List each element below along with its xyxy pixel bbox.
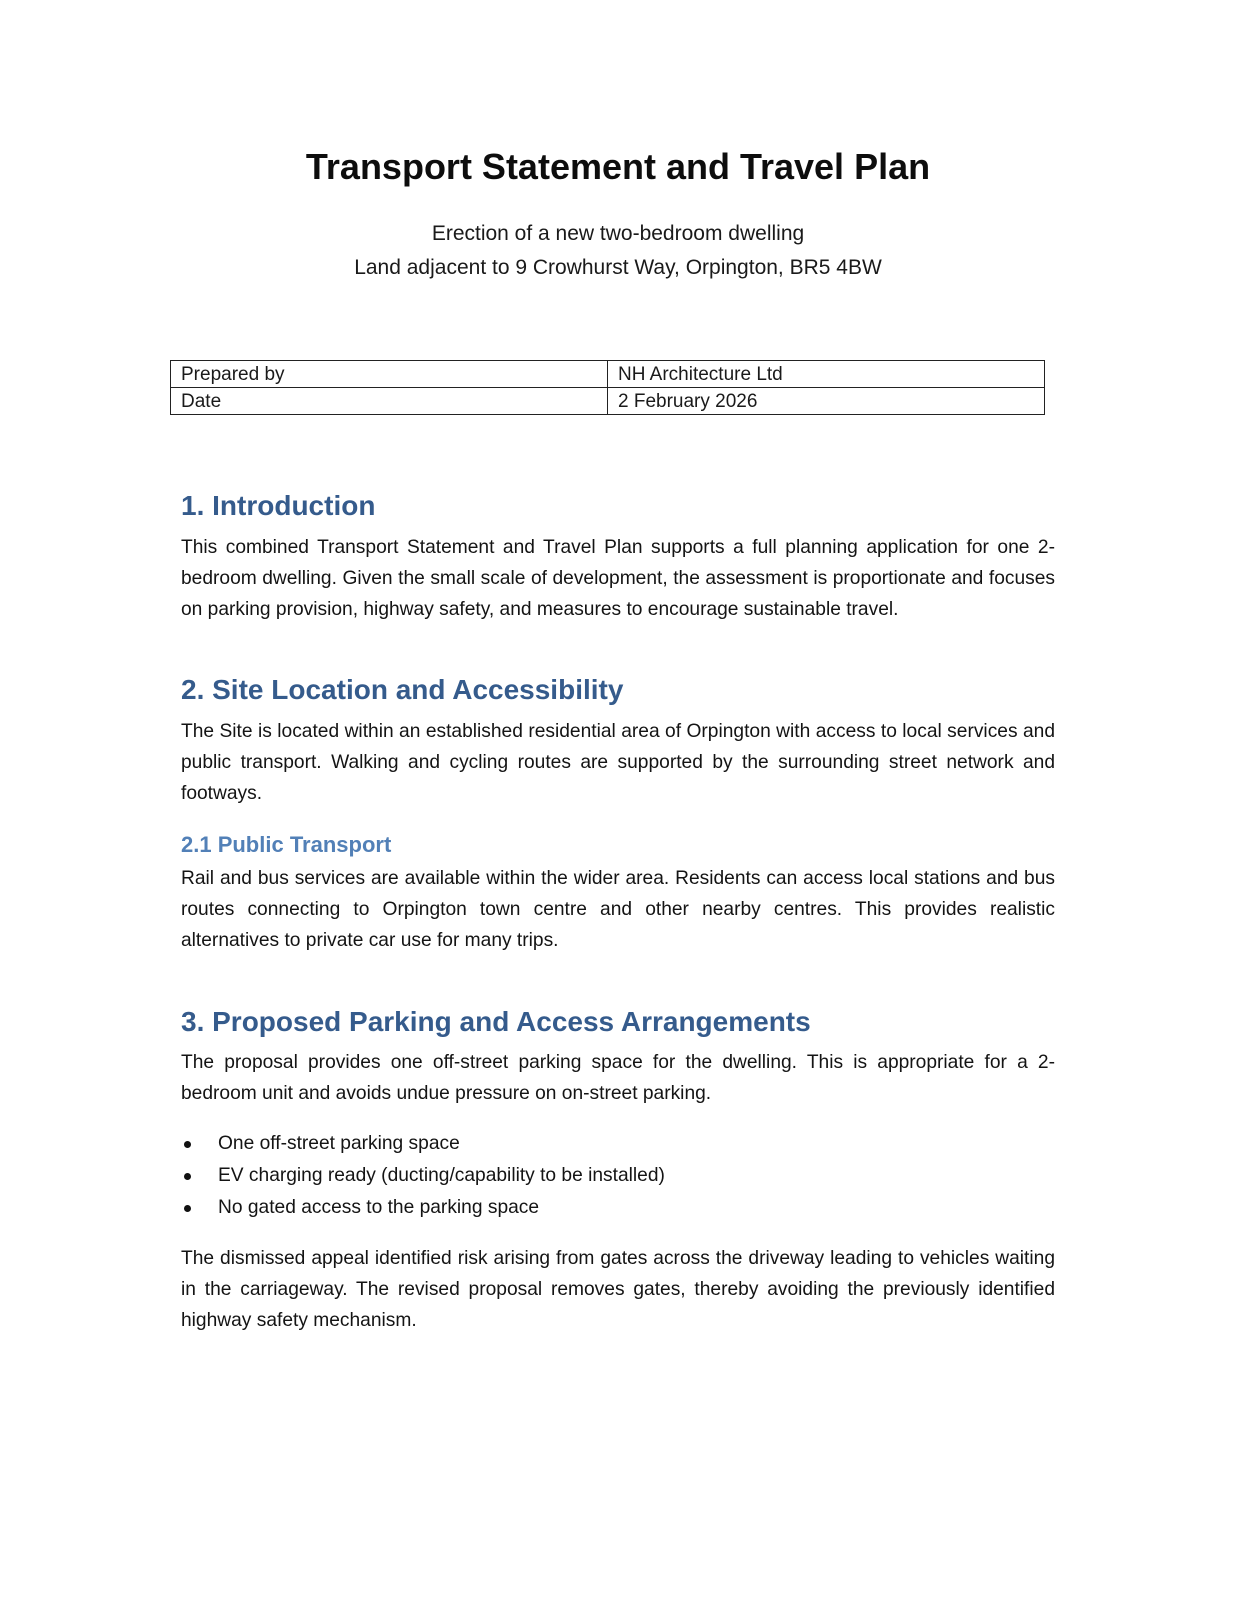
paragraph-parking: The proposal provides one off-street parking space for the dwelling. This is appropriate for a 2-bedroom unit and avoids undue pressure on on-street parking.: [181, 1052, 1055, 1104]
heading-parking: 3. Proposed Parking and Access Arrangements: [181, 1006, 811, 1037]
bullet-icon: [184, 1141, 191, 1148]
paragraph-parking-closing: The dismissed appeal identified risk arising from gates across the driveway leading to vehicles waiting in the carriageway. The revised proposal removes gates, thereby avoiding the previously identified highway safety mechanism.: [181, 1248, 1055, 1331]
list-item: [181, 1128, 1055, 1160]
document-meta-table: [170, 360, 1045, 415]
document-title: Transport Statement and Travel Plan: [305, 146, 931, 187]
bullet-icon: [184, 1173, 191, 1180]
list-item-text: No gated access to the parking space: [218, 1197, 540, 1218]
meta-value: NH Architecture Ltd: [608, 361, 1045, 388]
meta-label: Date: [171, 388, 608, 415]
heading-introduction: 1. Introduction: [181, 490, 376, 521]
meta-row-date: [171, 388, 1045, 415]
meta-label: Prepared by: [171, 361, 608, 388]
bullet-icon: [184, 1205, 191, 1212]
heading-public-transport: 2.1 Public Transport: [181, 832, 392, 857]
list-item: [181, 1160, 1055, 1192]
meta-value: 2 February 2026: [608, 388, 1045, 415]
list-item-text: EV charging ready (ducting/capability to be installed): [218, 1165, 665, 1186]
paragraph-public-transport: Rail and bus services are available within the wider area. Residents can access local stations and bus routes connecting to Orpington town centre and other nearby centres. This provides realistic alternatives to private car use for many trips.: [181, 868, 1055, 951]
paragraph-introduction: This combined Transport Statement and Travel Plan supports a full planning application for one 2-bedroom dwelling. Given the small scale of development, the assessment is proportionate and focuses on parking provision, highway safety, and measures to encourage sustainable travel.: [181, 537, 1055, 620]
meta-row-prepared-by: [171, 361, 1045, 388]
list-item-text: One off-street parking space: [218, 1133, 460, 1154]
heading-site-location: 2. Site Location and Accessibility: [181, 674, 624, 705]
parking-bullet-list: [181, 1128, 1055, 1224]
list-item: [181, 1192, 1055, 1224]
document-subtitle-project: Erection of a new two-bedroom dwelling: [431, 222, 805, 245]
document-subtitle-address: Land adjacent to 9 Crowhurst Way, Orpington, BR5 4BW: [354, 256, 882, 279]
paragraph-site-location: The Site is located within an established residential area of Orpington with access to local services and public transport. Walking and cycling routes are supported by the surrounding street network and footways.: [181, 721, 1055, 804]
